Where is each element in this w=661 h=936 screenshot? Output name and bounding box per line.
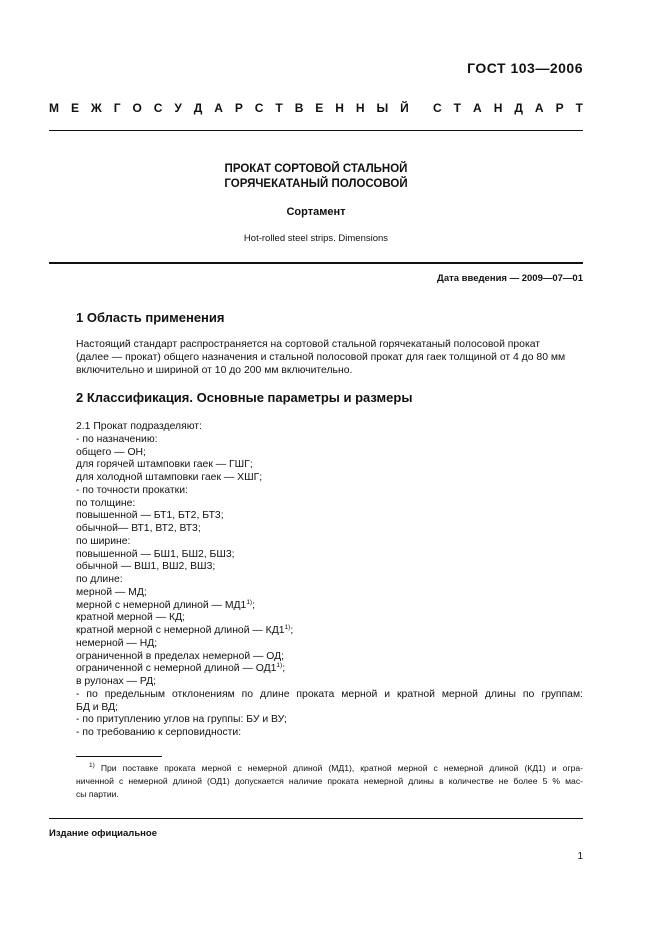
spaced-letter: С xyxy=(433,101,442,115)
list-item-suffix: ; xyxy=(282,663,286,675)
spaced-letter: А xyxy=(473,101,482,115)
spaced-letter: Т xyxy=(275,101,283,115)
list-item-suffix: ; xyxy=(290,625,294,636)
footnote-divider xyxy=(76,756,162,757)
spaced-letter: Р xyxy=(555,101,564,115)
english-title: Hot-rolled steel strips. Dimensions xyxy=(243,233,389,244)
list-item xyxy=(76,600,583,613)
section-1-line-2: (далее — прокат) общего назначения и стальной полосовой прокат для гаек толщиной от 4 до 80 мм xyxy=(76,352,566,364)
footnote-ref: 1) xyxy=(276,662,283,670)
list-item: БД и ВД; xyxy=(76,701,119,713)
list-item: мерной — МД; xyxy=(76,586,147,598)
list-item: - по требованию к серповидности: xyxy=(76,727,242,738)
spaced-letter: С xyxy=(153,101,163,115)
list-item: - по предельным отклонениям по длине проката мерной и кратной мерной длины по группам: xyxy=(76,688,583,700)
section-1-heading: 1 Область применения xyxy=(76,310,225,325)
spaced-letter: Е xyxy=(315,101,324,115)
official-edition-label: Издание официальное xyxy=(49,828,157,839)
document-code: ГОСТ 103—2006 xyxy=(467,60,583,76)
spaced-letter: Ж xyxy=(90,101,102,115)
list-item: в рулонах — РД; xyxy=(76,676,157,687)
spaced-letter: Е xyxy=(70,101,79,115)
list-item: - по назначению: xyxy=(76,433,158,445)
document-title xyxy=(49,162,583,192)
spaced-letter: Н xyxy=(355,101,365,115)
page-number: 1 xyxy=(577,851,583,862)
spaced-letter: О xyxy=(132,101,142,115)
standard-kind-word-standard xyxy=(433,101,583,115)
list-item: общего — ОН; xyxy=(76,446,146,458)
list-item-text: кратной мерной с немерной длиной — КД1 xyxy=(76,625,285,636)
spaced-letter: Г xyxy=(113,101,121,115)
list-item: для холодной штамповки гаек — ХШГ; xyxy=(76,472,263,483)
section-1-line-3: включительно и шириной от 10 до 200 мм включительно. xyxy=(76,365,353,377)
spaced-letter: В xyxy=(294,101,304,115)
spaced-letter: А xyxy=(214,101,223,115)
list-item: - по притуплению углов на группы: БУ и ВУ; xyxy=(76,714,287,726)
footnote xyxy=(76,762,583,801)
footnote-text: При поставке проката мерной с немерной длиной (МД1), кратной мерной с немерной длиной (КД1) и огра- xyxy=(100,763,583,773)
list-item: 2.1 Прокат подразделяют: xyxy=(76,421,202,432)
top-divider xyxy=(49,130,583,131)
list-item: - по точности прокатки: xyxy=(76,484,188,496)
list-item: по длине: xyxy=(76,574,123,585)
footnote-line-3: сы партии. xyxy=(76,789,119,799)
list-item: немерной — НД; xyxy=(76,637,158,649)
document-subtitle: Сортамент xyxy=(286,206,346,218)
spaced-letter: Т xyxy=(453,101,462,115)
list-item: для горячей штамповки гаек — ГШГ; xyxy=(76,459,253,471)
list-item: обычной— ВТ1, ВТ2, ВТ3; xyxy=(76,523,201,534)
spaced-letter: Н xyxy=(335,101,344,115)
spaced-letter: Ы xyxy=(376,101,389,115)
list-item: повышенной — БШ1, БШ2, БШ3; xyxy=(76,548,235,560)
introduction-date: Дата введения — 2009—07—01 xyxy=(437,273,583,284)
spaced-letter: С xyxy=(254,101,264,115)
list-item-text: ограниченной с немерной длиной — ОД1 xyxy=(76,663,277,675)
footnote-ref: 1) xyxy=(246,598,253,606)
footnote-marker: 1) xyxy=(89,762,95,769)
spaced-letter: Д xyxy=(514,101,523,115)
list-item: ограниченной в пределах немерной — ОД; xyxy=(76,650,285,662)
list-item: кратной мерной — КД; xyxy=(76,612,186,624)
spaced-letter: У xyxy=(174,101,182,115)
title-divider xyxy=(49,262,583,264)
list-item-suffix: ; xyxy=(252,599,255,611)
list-item xyxy=(76,663,583,676)
spaced-letter: Т xyxy=(575,101,583,115)
section-1-text xyxy=(76,338,583,378)
footer-divider xyxy=(49,818,583,819)
list-item xyxy=(76,625,583,638)
spaced-letter: М xyxy=(49,101,59,115)
title-line-1: ПРОКАТ СОРТОВОЙ СТАЛЬНОЙ xyxy=(224,163,408,175)
list-item: по толщине: xyxy=(76,497,136,509)
footnote-line-2: ниченной с немерной длиной (ОД1) допускается наличие проката немерной длины в количестве не более 5 % мас- xyxy=(76,776,583,786)
list-item-text: мерной с немерной длиной — МД1 xyxy=(76,599,247,611)
list-item: обычной — ВШ1, ВШ2, ВШ3; xyxy=(76,561,216,573)
list-item: по ширине: xyxy=(76,535,131,547)
spaced-letter: Д xyxy=(193,101,203,115)
spaced-letter: Р xyxy=(234,101,243,115)
standard-kind-word-interstate xyxy=(49,101,409,115)
footnote-ref: 1) xyxy=(284,624,291,631)
footnote-line-1 xyxy=(76,762,583,775)
spaced-letter: Й xyxy=(400,101,409,115)
list-item: повышенной — БТ1, БТ2, БТ3; xyxy=(76,510,224,522)
section-2-heading: 2 Классификация. Основные параметры и размеры xyxy=(76,390,413,405)
spaced-letter: Н xyxy=(493,101,503,115)
spaced-letter: А xyxy=(534,101,544,115)
classification-list xyxy=(76,421,583,740)
standard-kind-heading xyxy=(49,101,583,115)
section-1-line-1: Настоящий стандарт распространяется на сортовой стальной горячекатаный полосовой прокат xyxy=(76,339,541,350)
title-line-2: ГОРЯЧЕКАТАНЫЙ ПОЛОСОВОЙ xyxy=(224,178,408,190)
